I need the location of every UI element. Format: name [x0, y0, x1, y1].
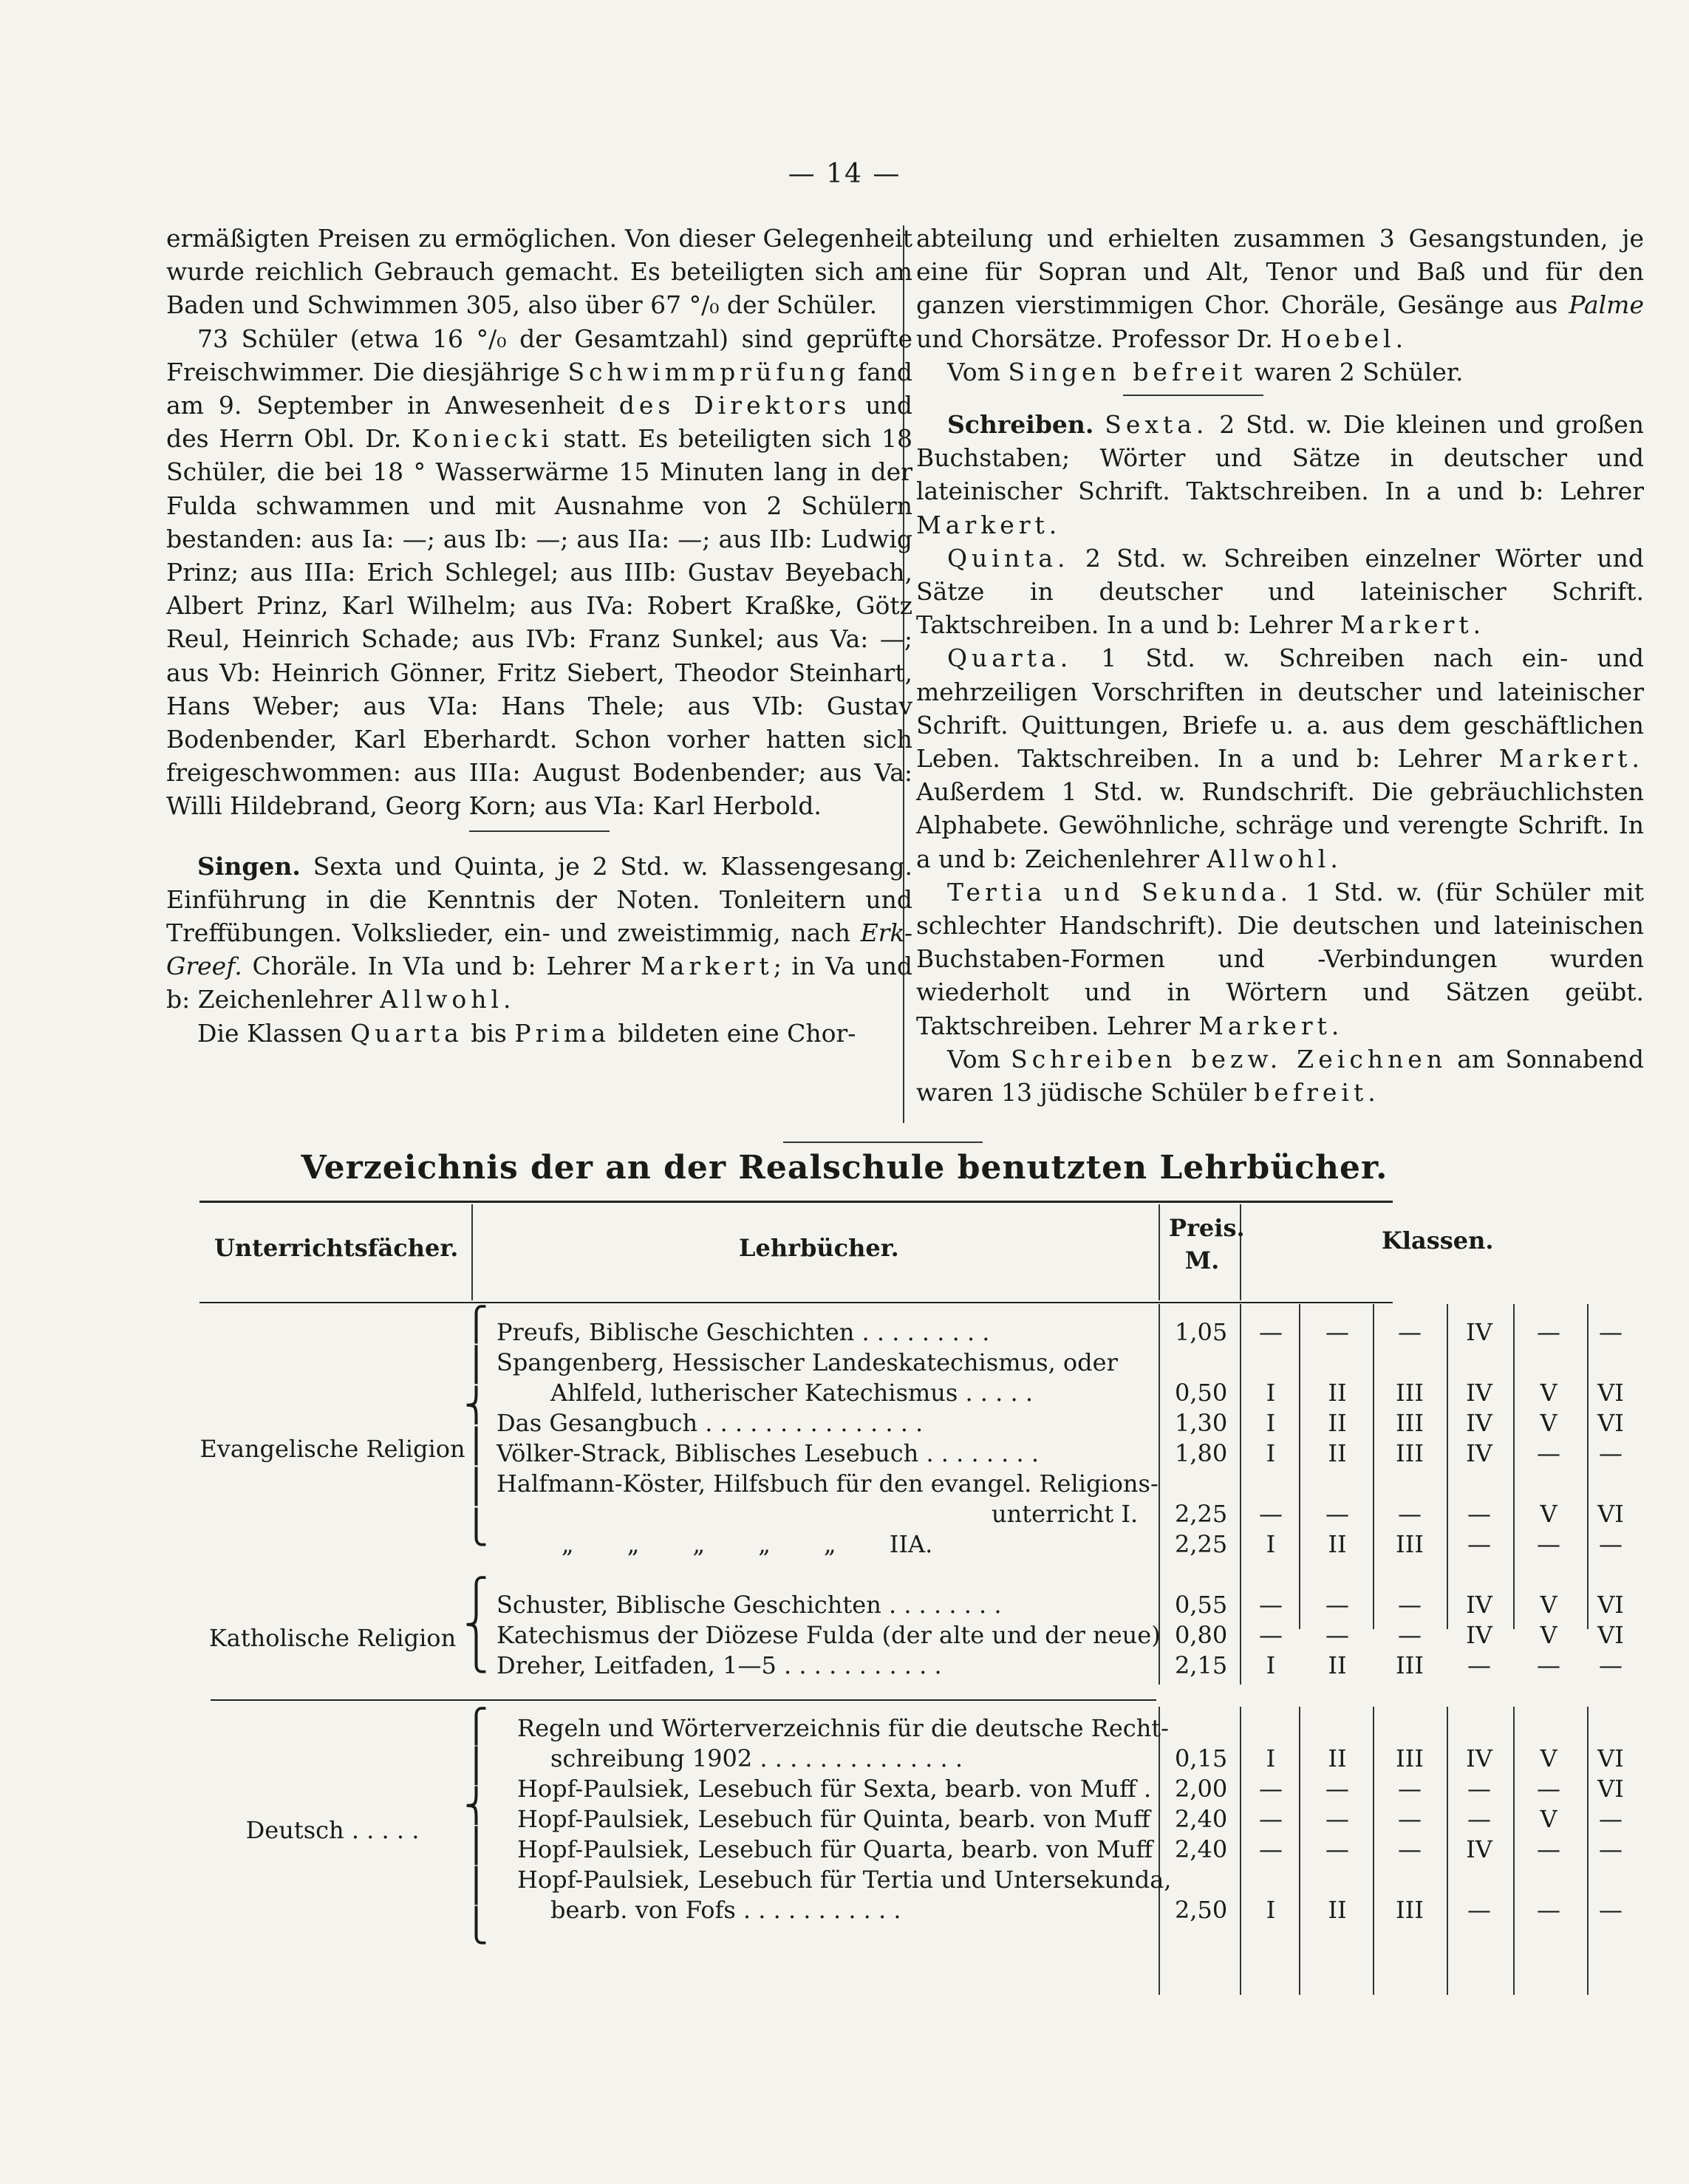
brace: ⎧ ⎨ ⎩ [464, 1577, 488, 1673]
class-cell: II [1328, 1651, 1347, 1679]
class-cell: I [1266, 1896, 1276, 1924]
class-cell: — [1599, 1896, 1623, 1924]
book-title: Halfmann-Köster, Hilfsbuch für den evangel. Religions- [497, 1470, 1159, 1498]
class-cell: — [1325, 1621, 1349, 1649]
class-cell: II [1328, 1439, 1347, 1467]
class-cell: — [1325, 1591, 1349, 1619]
class-cell: — [1398, 1775, 1422, 1803]
book-title: Schuster, Biblische Geschichten . . . . . . . . [497, 1591, 1002, 1619]
subject-katholische-religion: Katholische Religion [208, 1624, 457, 1652]
class-cell: — [1398, 1318, 1422, 1346]
class-cell: — [1259, 1318, 1283, 1346]
class-cell: — [1599, 1651, 1623, 1679]
group-separator-rule [211, 1699, 1156, 1701]
price: 2,15 [1175, 1651, 1228, 1679]
class-cell: — [1325, 1775, 1349, 1803]
paragraph-swimming-intro: ermäßigten Preisen zu ermöglichen. Von dieser Gelegenheit wurde reichlich Gebrauch gemacht. Es beteiligten sich am Baden und Schwimmen 305, also über 67 °/₀ der Schüler. [166, 224, 912, 320]
section-rule [1123, 395, 1263, 396]
right-column [916, 222, 1644, 1109]
class-cell: VI [1597, 1379, 1624, 1407]
table-separator-rule [783, 1142, 983, 1143]
class-cell: — [1259, 1835, 1283, 1863]
book-title: Hopf-Paulsiek, Lesebuch für Quinta, bearb. von Muff [517, 1805, 1150, 1833]
price: 0,55 [1175, 1591, 1228, 1619]
price: 0,50 [1175, 1379, 1228, 1407]
header-subjects: Unterrichtsfächer. [214, 1234, 459, 1262]
book-title: bearb. von Fofs . . . . . . . . . . . [550, 1896, 901, 1924]
class-cell: — [1398, 1500, 1422, 1528]
book-title: unterricht I. [992, 1500, 1139, 1528]
col-line [1373, 1304, 1374, 1629]
class-cell: — [1467, 1530, 1491, 1558]
paragraph-chor-cont: abteilung und erhielten zusammen 3 Gesangstunden, je eine für Sopran und Alt, Tenor und Baß und für den ganzen vierstimmigen Chor. Choräle, Gesänge aus Palme und Chorsätze. Professor Dr. Hoebel. [916, 224, 1644, 353]
book-title: Völker-Strack, Biblisches Lesebuch . . . . . . . . [497, 1439, 1040, 1467]
price: 1,05 [1175, 1318, 1228, 1346]
class-cell: V [1540, 1805, 1557, 1833]
class-cell: I [1266, 1409, 1276, 1437]
price: 2,40 [1175, 1805, 1228, 1833]
class-cell: I [1266, 1439, 1276, 1467]
class-cell: — [1599, 1835, 1623, 1863]
class-cell: — [1398, 1805, 1422, 1833]
col-line [1159, 1707, 1160, 1995]
book-title: Dreher, Leitfaden, 1—5 . . . . . . . . . . . [497, 1651, 942, 1679]
section-heading-schreiben: Schreiben. [947, 410, 1094, 440]
book-title: Katechismus der Diözese Fulda (der alte und der neue) [497, 1621, 1161, 1649]
page-number: — 14 — [788, 159, 901, 189]
left-column [166, 222, 912, 1050]
subject-evangelische-religion: Evangelische Religion [199, 1435, 465, 1463]
class-cell: — [1537, 1896, 1560, 1924]
class-cell: VI [1597, 1775, 1624, 1803]
col-line [1159, 1581, 1160, 1685]
header-books: Lehrbücher. [739, 1234, 899, 1262]
price: 1,80 [1175, 1439, 1228, 1467]
book-title: „ „ „ „ „ IIA. [562, 1530, 933, 1558]
class-cell: VI [1597, 1500, 1624, 1528]
col-line [1513, 1304, 1515, 1629]
class-cell: — [1259, 1775, 1283, 1803]
class-cell: V [1540, 1379, 1557, 1407]
class-cell: — [1467, 1775, 1491, 1803]
class-cell: V [1540, 1744, 1557, 1772]
class-cell: IV [1466, 1835, 1492, 1863]
price: 0,80 [1175, 1621, 1228, 1649]
class-cell: IV [1466, 1379, 1492, 1407]
price: 2,50 [1175, 1896, 1228, 1924]
paragraph-swimming-exam: 73 Schüler (etwa 16 °/₀ der Gesamtzahl) sind geprüfte Freischwimmer. Die diesjährige Schwimmprüfung fand am 9. September in Anwesenheit des Direktors und des Herrn Obl. Dr. Koniecki statt. Es beteiligten sich 18 Schüler, die bei 18 ° Wasserwärme 15 Minuten lang in der Fulda schwammen und mit Ausnahme von 2 Schülern bestanden: aus Ia: —; aus Ib: —; aus IIa: —; aus IIb: Ludwig Prinz; aus IIIa: Erich Schlegel; aus IIIb: Gustav Beyebach, Albert Prinz, Karl Wilhelm; aus IVa: Robert Kraßke, Götz Reul, Heinrich Schade; aus IVb: Franz Sunkel; aus Va: —; aus Vb: Heinrich Gönner, Fritz Siebert, Theodor Steinhart, Hans Weber; aus VIa: Hans Thele; aus VIb: Gustav Bodenbender, Karl Eberhardt. Schon vorher hatten sich freigeschwommen: aus IIIa: August Bodenbender; aus Va: Willi Hildebrand, Georg Korn; aus VIa: Karl Herbold. [166, 324, 912, 821]
class-cell: — [1259, 1591, 1283, 1619]
class-cell: III [1396, 1530, 1424, 1558]
price: 2,25 [1175, 1530, 1228, 1558]
paragraph-schreiben-sexta: Schreiben. Sexta. 2 Std. w. Die kleinen und großen Buchstaben; Wörter und Sätze in deutscher und lateinischer Schrift. Taktschreiben. In a und b: Lehrer Markert. [916, 410, 1644, 539]
class-cell: — [1398, 1621, 1422, 1649]
class-cell: II [1328, 1744, 1347, 1772]
class-cell: — [1259, 1621, 1283, 1649]
class-cell: II [1328, 1530, 1347, 1558]
col-line [1159, 1304, 1160, 1629]
col-line [1513, 1707, 1515, 1995]
class-cell: — [1467, 1500, 1491, 1528]
class-cell: I [1266, 1651, 1276, 1679]
class-cell: VI [1597, 1591, 1624, 1619]
class-cell: — [1325, 1318, 1349, 1346]
brace: ⎧ ⎪ ⎨ ⎪ ⎪ ⎩ [464, 1707, 488, 1945]
book-title: Hopf-Paulsiek, Lesebuch für Sexta, bearb. von Muff . [517, 1775, 1152, 1803]
class-cell: — [1467, 1896, 1491, 1924]
class-cell: — [1325, 1805, 1349, 1833]
book-title: Spangenberg, Hessischer Landeskatechismus, oder [497, 1348, 1118, 1376]
paragraph-singen: Singen. Sexta und Quinta, je 2 Std. w. Klassengesang. Einführung in die Kenntnis der Noten. Tonleitern und Treffübungen. Volkslieder, ein- und zweistimmig, nach Erk-Greef. Choräle. In VIa und b: Lehrer Markert; in Va und b: Zeichenlehrer Allwohl. [166, 851, 912, 1014]
class-cell: — [1398, 1835, 1422, 1863]
book-title: Regeln und Wörterverzeichnis für die deutsche Recht- [517, 1714, 1169, 1742]
col-line [1373, 1707, 1374, 1995]
class-cell: IV [1466, 1621, 1492, 1649]
price: 0,15 [1175, 1744, 1228, 1772]
paragraph-singen-befreit: Vom Singen befreit waren 2 Schüler. [947, 357, 1464, 386]
price: 2,00 [1175, 1775, 1228, 1803]
class-cell: III [1396, 1409, 1424, 1437]
class-cell: VI [1597, 1409, 1624, 1437]
class-cell: — [1599, 1318, 1623, 1346]
book-title: Das Gesangbuch . . . . . . . . . . . . . . . [497, 1409, 924, 1437]
class-cell: V [1540, 1591, 1557, 1619]
price: 2,40 [1175, 1835, 1228, 1863]
header-divider [1159, 1204, 1160, 1300]
class-cell: — [1259, 1805, 1283, 1833]
class-cell: V [1540, 1621, 1557, 1649]
book-title: Ahlfeld, lutherischer Katechismus . . . . . [550, 1379, 1033, 1407]
class-cell: — [1325, 1500, 1349, 1528]
table-header-rule [199, 1302, 1393, 1303]
section-heading-singen: Singen. [197, 851, 301, 881]
class-cell: I [1266, 1744, 1276, 1772]
section-rule [469, 830, 610, 832]
class-cell: — [1599, 1805, 1623, 1833]
class-cell: — [1467, 1805, 1491, 1833]
class-cell: V [1540, 1409, 1557, 1437]
col-line [1447, 1707, 1448, 1995]
class-cell: II [1328, 1409, 1347, 1437]
table-title: Verzeichnis der an der Realschule benutzten Lehrbücher. [301, 1149, 1388, 1187]
class-cell: IV [1466, 1409, 1492, 1437]
class-cell: VI [1597, 1621, 1624, 1649]
paragraph-schreiben-befreit: Vom Schreiben bezw. Zeichnen am Sonnabend waren 13 jüdische Schüler befreit. [916, 1044, 1645, 1108]
class-cell: — [1259, 1500, 1283, 1528]
class-cell: — [1467, 1651, 1491, 1679]
class-cell: III [1396, 1744, 1424, 1772]
class-cell: — [1599, 1439, 1623, 1467]
price: 1,30 [1175, 1409, 1228, 1437]
col-line [1447, 1304, 1448, 1629]
book-title: Hopf-Paulsiek, Lesebuch für Quarta, bearb. von Muff [517, 1835, 1153, 1863]
class-cell: I [1266, 1379, 1276, 1407]
book-title: Preufs, Biblische Geschichten . . . . . . . . . [497, 1318, 990, 1346]
paragraph-schreiben-quarta: Quarta. 1 Std. w. Schreiben nach ein- und mehrzeiligen Vorschriften in deutscher und lateinischer Schrift. Quittungen, Briefe u. a. aus dem geschäftlichen Leben. Taktschreiben. In a und b: Lehrer Markert. Außerdem 1 Std. w. Rundschrift. Die gebräuchlichsten Alphabete. Gewöhnliche, schräge und verengte Schrift. In a und b: Zeichenlehrer Allwohl. [916, 644, 1644, 873]
class-cell: VI [1597, 1744, 1624, 1772]
class-cell: IV [1466, 1744, 1492, 1772]
class-cell: III [1396, 1651, 1424, 1679]
table-top-rule [199, 1201, 1393, 1203]
class-cell: II [1328, 1379, 1347, 1407]
paragraph-schreiben-quinta: Quinta. 2 Std. w. Schreiben einzelner Wörter und Sätze in deutscher und lateinischer Schrift. Taktschreiben. In a und b: Lehrer Markert. [916, 543, 1644, 640]
header-classes: Klassen. [1382, 1226, 1494, 1255]
book-title: schreibung 1902 . . . . . . . . . . . . . . [550, 1744, 963, 1772]
book-title: Hopf-Paulsiek, Lesebuch für Tertia und Untersekunda, [517, 1866, 1172, 1894]
header-divider [471, 1204, 473, 1300]
class-cell: — [1599, 1530, 1623, 1558]
class-cell: — [1537, 1318, 1560, 1346]
header-price: Preis. M. [1169, 1214, 1245, 1274]
class-cell: — [1325, 1835, 1349, 1863]
class-cell: — [1537, 1530, 1560, 1558]
class-cell: IV [1466, 1591, 1492, 1619]
class-cell: IV [1466, 1318, 1492, 1346]
class-cell: — [1537, 1835, 1560, 1863]
class-cell: II [1328, 1896, 1347, 1924]
class-cell: III [1396, 1439, 1424, 1467]
class-cell: I [1266, 1530, 1276, 1558]
price: 2,25 [1175, 1500, 1228, 1528]
paragraph-schreiben-tertia: Tertia und Sekunda. 1 Std. w. (für Schüler mit schlechter Handschrift). Die deutschen und lateinischen Buchstaben-Formen und -Verbindungen wurden wiederholt und in Wörtern und Sätzen geübt. Taktschreiben. Lehrer Markert. [916, 877, 1644, 1040]
class-cell: — [1537, 1651, 1560, 1679]
class-cell: — [1537, 1775, 1560, 1803]
class-cell: III [1396, 1896, 1424, 1924]
brace: ⎧ ⎪ ⎨ ⎪ ⎪ ⎩ [464, 1306, 488, 1546]
class-cell: IV [1466, 1439, 1492, 1467]
class-cell: III [1396, 1379, 1424, 1407]
class-cell: — [1398, 1591, 1422, 1619]
paragraph-chor: Die Klassen Quarta bis Prima bildeten eine Chor- [197, 1018, 856, 1048]
class-cell: — [1537, 1439, 1560, 1467]
class-cell: V [1540, 1500, 1557, 1528]
subject-deutsch: Deutsch . . . . . [245, 1816, 420, 1844]
